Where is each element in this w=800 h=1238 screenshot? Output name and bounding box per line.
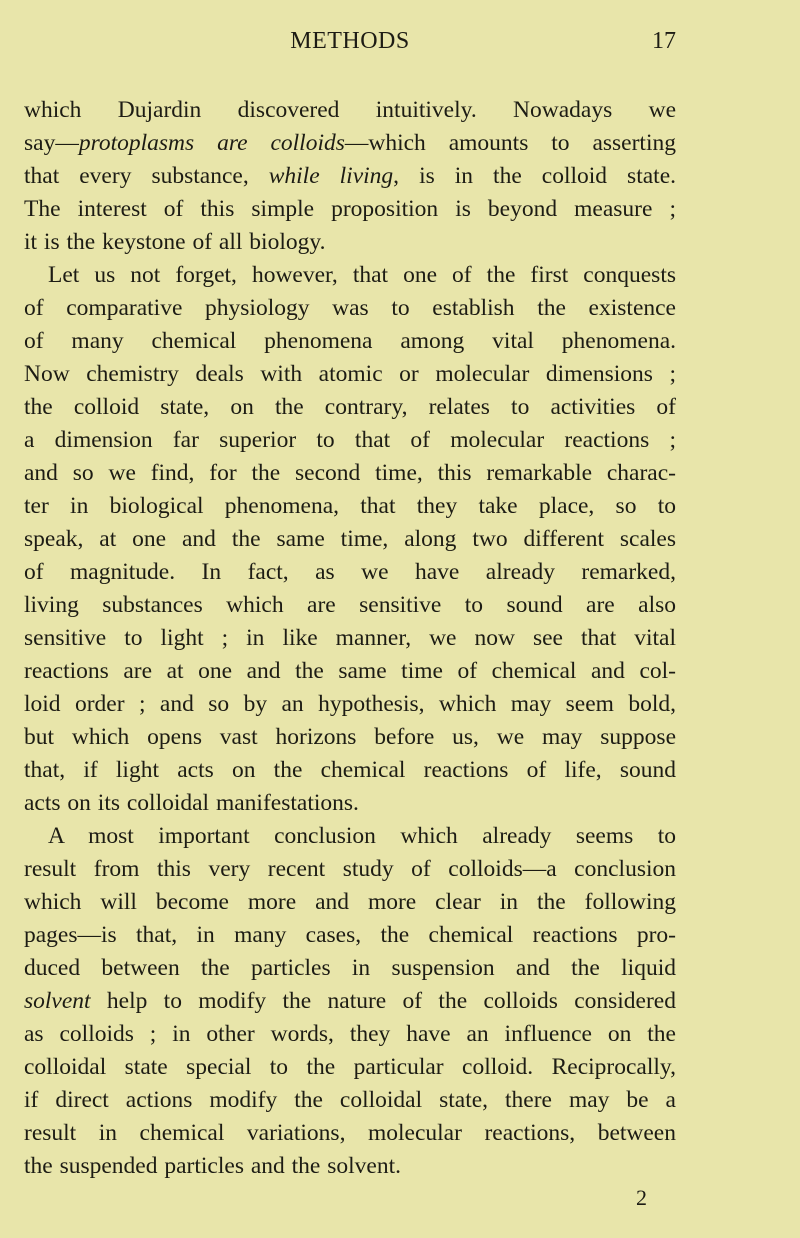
text-segment: sensitive to light ; in like manner, we now see that vital bbox=[24, 625, 676, 651]
running-header bbox=[24, 28, 676, 62]
text-segment: pages—is that, in many cases, the chemical reactions pro- bbox=[24, 922, 676, 948]
text-segment: A most important conclusion which already seems to bbox=[48, 823, 676, 849]
text-line bbox=[24, 358, 676, 391]
text-line bbox=[24, 556, 676, 589]
text-line bbox=[24, 622, 676, 655]
text-segment: the colloid state, on the contrary, relates to activities of bbox=[24, 394, 676, 420]
text-line bbox=[24, 259, 676, 292]
running-title: METHODS bbox=[290, 28, 410, 54]
text-line bbox=[24, 160, 676, 193]
italic-text: while living bbox=[268, 163, 394, 189]
text-line bbox=[24, 952, 676, 985]
text-segment: reactions are at one and the same time of chemical and col- bbox=[24, 658, 676, 684]
text-line bbox=[24, 424, 676, 457]
text-segment: as colloids ; in other words, they have an influence on the bbox=[24, 1021, 676, 1047]
text-segment: duced between the particles in suspension and the liquid bbox=[24, 955, 676, 981]
text-line bbox=[24, 457, 676, 490]
text-segment: if direct actions modify the colloidal state, there may be a bbox=[24, 1087, 676, 1113]
text-line bbox=[24, 721, 676, 754]
text-segment: acts on its colloidal manifestations. bbox=[24, 790, 359, 816]
text-line bbox=[24, 754, 676, 787]
text-segment: colloidal state special to the particular colloid. Reciprocally, bbox=[24, 1054, 676, 1080]
text-line bbox=[24, 787, 676, 820]
signature-mark: 2 bbox=[636, 1185, 647, 1210]
text-segment: The interest of this simple proposition is beyond measure ; bbox=[24, 196, 676, 222]
text-segment: loid order ; and so by an hypothesis, which may seem bold, bbox=[24, 691, 676, 717]
text-segment: of many chemical phenomena among vital phenomena. bbox=[24, 328, 676, 354]
text-segment: living substances which are sensitive to sound are also bbox=[24, 592, 676, 618]
text-line bbox=[24, 886, 676, 919]
text-line bbox=[24, 94, 676, 127]
text-line bbox=[24, 490, 676, 523]
text-segment: result from this very recent study of colloids—a conclusion bbox=[24, 856, 676, 882]
text-line bbox=[24, 655, 676, 688]
text-segment: say— bbox=[24, 130, 79, 156]
text-line bbox=[24, 325, 676, 358]
page-number: 17 bbox=[652, 28, 676, 54]
text-line bbox=[24, 193, 676, 226]
text-line bbox=[24, 226, 676, 259]
text-line bbox=[24, 589, 676, 622]
italic-text: solvent bbox=[24, 988, 91, 1014]
text-segment: and so we find, for the second time, this remarkable charac- bbox=[24, 460, 676, 486]
text-segment: —which amounts to asserting bbox=[344, 130, 676, 156]
text-segment: of magnitude. In fact, as we have already remarked, bbox=[24, 559, 676, 585]
text-line bbox=[24, 292, 676, 325]
text-line bbox=[24, 523, 676, 556]
text-segment: of comparative physiology was to establish the existence bbox=[24, 295, 676, 321]
body-text bbox=[24, 94, 676, 1183]
text-line bbox=[24, 127, 676, 160]
italic-text: protoplasms are colloids bbox=[78, 130, 345, 156]
text-line bbox=[24, 1084, 676, 1117]
text-line bbox=[24, 1117, 676, 1150]
text-segment: ter in biological phenomena, that they take place, so to bbox=[24, 493, 676, 519]
text-line bbox=[24, 985, 676, 1018]
text-segment: that, if light acts on the chemical reactions of life, sound bbox=[24, 757, 676, 783]
text-segment: the suspended particles and the solvent. bbox=[24, 1153, 401, 1179]
text-line bbox=[24, 1018, 676, 1051]
text-line bbox=[24, 1150, 676, 1183]
text-segment: but which opens vast horizons before us, we may suppose bbox=[24, 724, 676, 750]
text-segment: which Dujardin discovered intuitively. Nowadays we bbox=[24, 97, 676, 123]
text-segment: , is in the colloid state. bbox=[393, 163, 676, 189]
text-segment: result in chemical variations, molecular reactions, between bbox=[24, 1120, 676, 1146]
text-line bbox=[24, 1051, 676, 1084]
text-line bbox=[24, 391, 676, 424]
text-segment: which will become more and more clear in the following bbox=[24, 889, 676, 915]
text-line bbox=[24, 919, 676, 952]
text-line bbox=[24, 688, 676, 721]
text-segment: a dimension far superior to that of molecular reactions ; bbox=[24, 427, 676, 453]
text-segment: Let us not forget, however, that one of the first conquests bbox=[48, 262, 676, 288]
text-line bbox=[24, 820, 676, 853]
text-segment: that every substance, bbox=[24, 163, 269, 189]
text-segment: help to modify the nature of the colloids considered bbox=[90, 988, 676, 1014]
text-segment: it is the keystone of all biology. bbox=[24, 229, 326, 255]
text-segment: speak, at one and the same time, along two different scales bbox=[24, 526, 676, 552]
text-segment: Now chemistry deals with atomic or molecular dimensions ; bbox=[24, 361, 676, 387]
text-line bbox=[24, 853, 676, 886]
